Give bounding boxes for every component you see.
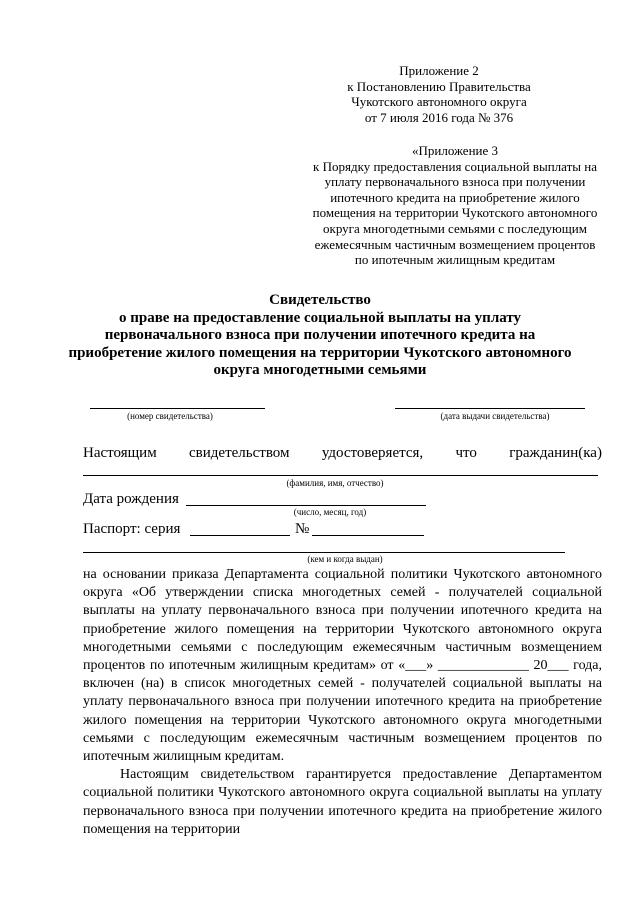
certify-word: свидетельством	[189, 445, 290, 461]
issued-by-line	[83, 552, 565, 553]
certify-word: гражданин(ка)	[509, 445, 602, 461]
certify-word: что	[455, 445, 477, 461]
appendix-3-line: к Порядку предоставления социальной выплаты на	[313, 158, 597, 174]
issued-by-caption: (кем и когда выдан)	[307, 554, 383, 564]
document-title	[60, 292, 580, 380]
body-paragraph-2: Настоящим свидетельством гарантируется предоставление Департаментом социальной политики Чукотского автономного округа социальной выплаты на уплату первоначального взноса при получении ипотечного кредита на приобретение жилого помещения на территории	[83, 767, 602, 837]
appendix-2-line: Приложение 2	[399, 63, 479, 78]
title-line: Свидетельство	[269, 292, 371, 308]
certify-word: Настоящим	[83, 445, 157, 461]
appendix-3-header	[300, 143, 610, 268]
fio-caption: (фамилия, имя, отчество)	[286, 478, 384, 488]
appendix-3-line: помещения на территории Чукотского автономного	[312, 205, 598, 221]
appendix-3-line: ежемесячным частичным возмещением процентов	[314, 236, 596, 252]
birth-date-label: Дата рождения	[83, 491, 179, 507]
appendix-3-line: уплату первоначального взноса при получении	[324, 174, 586, 190]
appendix-2-header	[330, 63, 548, 125]
appendix-3-line: ипотечного кредита на приобретение жилого	[330, 189, 580, 205]
certify-word: удостоверяется,	[321, 445, 424, 461]
appendix-2-line: к Постановлению Правительства	[347, 78, 531, 94]
fio-line	[83, 475, 598, 476]
title-line: приобретение жилого помещения на территории Чукотского автономного	[68, 344, 572, 361]
certify-statement	[83, 444, 602, 462]
title-line: первоначального взноса при получении ипотечного кредита на	[104, 327, 536, 343]
birth-date-caption: (число, месяц, год)	[293, 507, 367, 517]
appendix-3-line: «Приложение 3	[411, 143, 499, 158]
passport-number-line	[312, 535, 424, 536]
appendix-3-line: по ипотечным жилищным кредитам	[354, 252, 556, 268]
appendix-3-line: округа многодетными семьями с последующим	[323, 220, 587, 236]
title-line: округа многодетными семьями	[213, 362, 427, 378]
issue-date-caption: (дата выдачи свидетельства)	[440, 411, 550, 421]
certificate-number-caption: (номер свидетельства)	[127, 411, 213, 421]
appendix-2-line: от 7 июля 2016 года № 376	[364, 109, 514, 125]
appendix-2-line: Чукотского автономного округа	[351, 94, 527, 110]
certificate-body	[83, 566, 602, 839]
issue-date-line	[395, 408, 585, 409]
body-paragraph-1: на основании приказа Департамента социальной политики Чукотского автономного округа «Об утверждении списка многодетных семей - получателей социальной выплаты на уплату первоначального взноса при получении ипотечного кредита на приобретение жилого помещения на территории Чукотского автономного округа многодетными семьями с последующим ежемесячным частичным возмещением процентов по ипотечным жилищным кредитам» от «___» _____________ 20___ года, включен (на) в список многодетных семей - получателей социальной выплаты на уплату первоначального взноса при получении ипотечного кредита на приобретение жилого помещения на территории Чукотского автономного округа многодетными семьями с последующим ежемесячным частичным возмещением процентов по ипотечным жилищным кредитам.	[83, 567, 602, 765]
birth-date-line	[186, 505, 426, 506]
passport-series-line	[190, 535, 290, 536]
passport-number-sign: №	[295, 521, 310, 537]
passport-label: Паспорт: серия	[83, 521, 181, 537]
title-line: о праве на предоставление социальной выплаты на уплату	[118, 309, 522, 326]
certificate-number-line	[90, 408, 265, 409]
